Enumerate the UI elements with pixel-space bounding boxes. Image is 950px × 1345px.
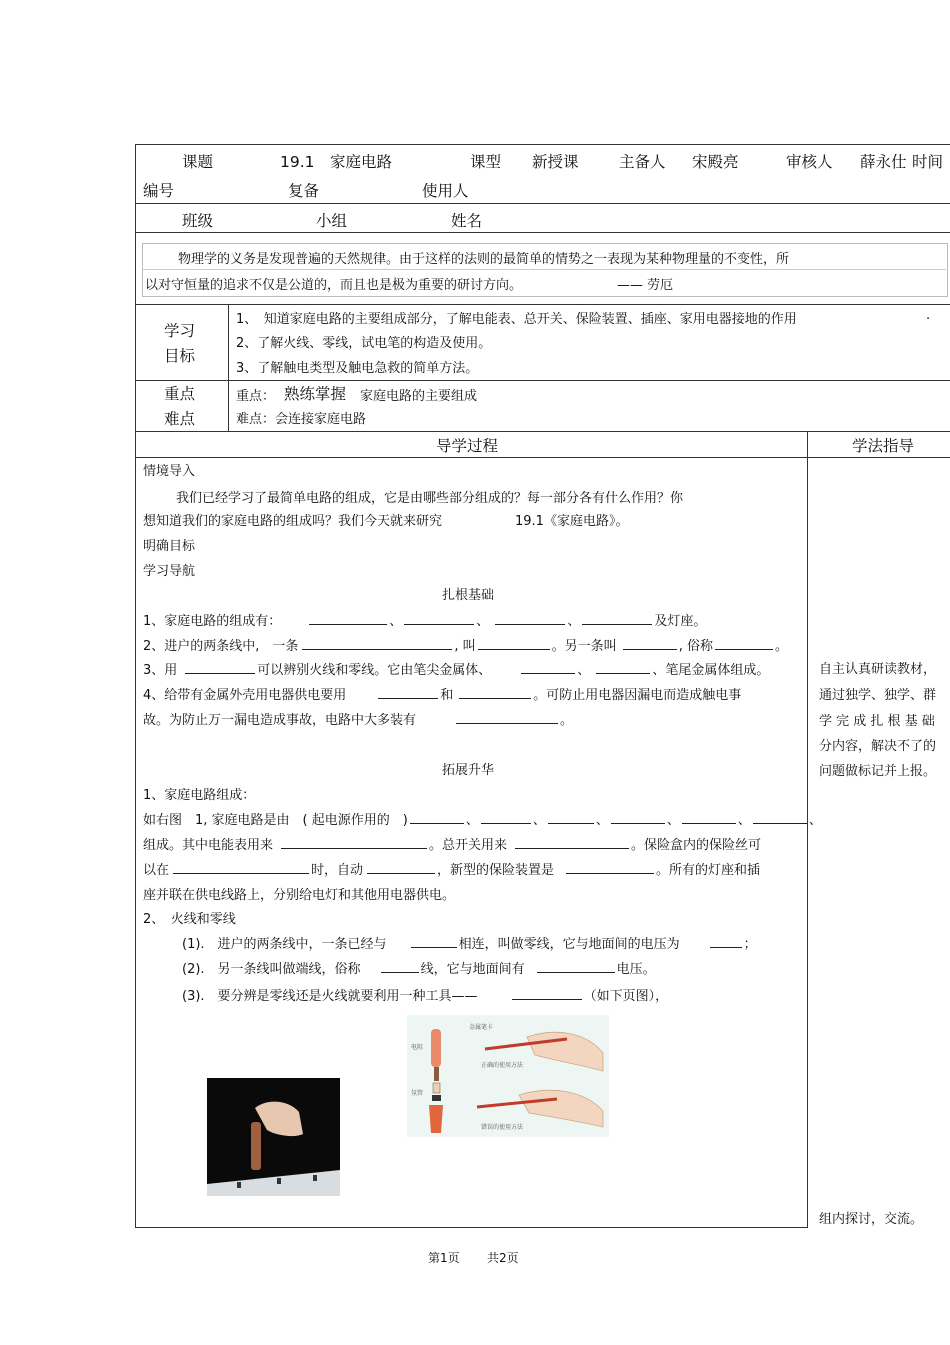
difficulty: 难点：会连接家庭电路: [236, 412, 367, 427]
separator: 、: [476, 614, 490, 629]
topic-value: 19.1 家庭电路: [280, 153, 393, 171]
basic-q3-text: 3、用: [143, 663, 178, 678]
test-pen-diagram: [407, 1015, 609, 1137]
separator: 、: [389, 614, 403, 629]
blank[interactable]: [521, 659, 575, 674]
ext-q1-text: 时，自动: [311, 863, 364, 878]
fig-side-neon: 氖管: [411, 1090, 424, 1097]
socket-plate-icon: [207, 1170, 340, 1196]
basic-q3-text: 、: [577, 663, 591, 678]
label-column-divider: [228, 304, 229, 431]
socket-hole-icon: [277, 1178, 281, 1184]
socket-test-photo-svg: [207, 1078, 340, 1196]
basic-q1: [143, 610, 706, 629]
blank[interactable]: [404, 610, 474, 625]
ext-q1-title: 1、家庭电路组成：: [143, 788, 256, 803]
guide-line-1: 自主认真研读教材，: [819, 662, 937, 677]
guide-line-5: 问题做标记并上报。: [819, 764, 937, 779]
ext-q1-text: 如右图 1, 家庭电路是由 ( 起电源作用的 ): [143, 813, 408, 828]
blank[interactable]: [582, 610, 652, 625]
topic-label: 课题: [182, 153, 214, 171]
intro-title: 情境导入: [143, 464, 196, 479]
separator: 、: [595, 813, 609, 828]
basic-q3-text: 可以辨别火线和零线。它由笔尖金属体、: [257, 663, 492, 678]
row-divider-class: [135, 232, 950, 233]
pen-cap-icon: [429, 1105, 443, 1133]
basic-q2-text: 2、进户的两条线中, 一条: [143, 639, 299, 654]
quote-author: —— 劳厄: [617, 278, 674, 293]
neon-tube-icon: [433, 1083, 440, 1093]
quote-line-1: 物理学的义务是发现普遍的天然规律。由于这样的法则的最简单的情势之一表现为某种物理量的不变性，所: [178, 252, 790, 267]
blank[interactable]: [537, 958, 615, 973]
objective-item-2: 2、了解火线、零线，试电笔的构造及使用。: [236, 336, 492, 351]
basic-q2-text: , 叫: [454, 639, 476, 654]
basic-q4-text: 。可防止用电器因漏电而造成触电事: [533, 688, 742, 703]
ext-q1-line-c: [143, 859, 760, 878]
keypoints-label-1: 重点: [164, 385, 196, 403]
objectives-label-2: 目标: [164, 347, 196, 365]
blank[interactable]: [411, 933, 457, 948]
blank[interactable]: [495, 610, 565, 625]
keypoints-label-2: 难点: [164, 410, 196, 428]
blank[interactable]: [515, 834, 629, 849]
blank[interactable]: [309, 610, 387, 625]
key-rest: 家庭电路的主要组成: [360, 389, 478, 404]
basic-q4-text: 和: [440, 688, 454, 703]
table-left-border: [135, 144, 136, 1228]
blank[interactable]: [548, 809, 594, 824]
blank[interactable]: [456, 709, 558, 724]
ext-q1-text: 。总开关用来: [429, 838, 508, 853]
ext-q1-text: ，新型的保险装置是: [437, 863, 555, 878]
basic-q4-cont: [143, 709, 573, 728]
separator: 、: [567, 614, 581, 629]
type-value: 新授课: [532, 153, 579, 171]
number-label: 编号: [143, 182, 175, 200]
guide-line-3: 学 完 成 扎 根 基 础: [819, 714, 935, 729]
ext-q2-text: (1). 进户的两条线中，一条已经与: [182, 937, 387, 952]
objective-item-1: 1、 知道家庭电路的主要组成部分，了解电能表、总开关、保险装置、插座、家用电器接地的作用: [236, 312, 797, 327]
basic-q2-text: 。: [774, 639, 788, 654]
fig-label-wrong: 错误的使用方法: [481, 1124, 524, 1131]
objective-item-1-end: .: [926, 308, 931, 323]
basic-q3-text: 、笔尾金属体组成。: [652, 663, 770, 678]
row-divider-keypoints: [135, 431, 950, 432]
page-total: 共2页: [487, 1251, 519, 1265]
repeat-label: 复备: [288, 182, 320, 200]
intro-paragraph-2: 想知道我们的家庭电路的组成吗？我们今天就来研究: [143, 514, 443, 529]
row-divider-header: [135, 203, 950, 204]
blank[interactable]: [611, 809, 665, 824]
guide-line-2: 通过独学、独学、群: [819, 688, 937, 703]
basic-q1-end: 及灯座。: [654, 614, 707, 629]
key-prefix: 重点：: [236, 389, 276, 404]
blank[interactable]: [459, 684, 531, 699]
row-divider-objectives: [135, 380, 950, 381]
preparer-value: 宋殿亮: [692, 153, 739, 171]
user-label: 使用人: [422, 182, 469, 200]
socket-test-photo: [207, 1078, 340, 1196]
pen-body-icon: [431, 1029, 441, 1067]
blank[interactable]: [185, 659, 255, 674]
separator: 、: [737, 813, 751, 828]
blank[interactable]: [173, 859, 309, 874]
ext-q2-title: 2、 火线和零线: [143, 912, 236, 927]
test-pen-icon: [251, 1122, 261, 1170]
blank[interactable]: [378, 684, 438, 699]
reviewer-label: 审核人: [786, 153, 833, 171]
class-label: 班级: [182, 212, 214, 230]
ext-q2-text: ；: [743, 937, 757, 952]
socket-hole-icon: [237, 1182, 241, 1188]
ext-q1-text: 组成。其中电能表用来: [143, 838, 274, 853]
group-label: 小组: [316, 212, 348, 230]
basic-q4-text: 4、给带有金属外壳用电器供电要用: [143, 688, 347, 703]
basic-section-title: 扎根基础: [442, 588, 495, 603]
name-label: 姓名: [451, 212, 483, 230]
ext-q2-text: (2). 另一条线叫做端线，俗称: [182, 962, 361, 977]
basic-q4-text: 。: [560, 713, 574, 728]
blank[interactable]: [682, 809, 736, 824]
ext-q1-text: 。保险盒内的保险丝可: [631, 838, 762, 853]
hand-wrong-icon: [519, 1090, 603, 1127]
guide-line-4: 分内容，解决不了的: [819, 739, 937, 754]
separator: 、: [465, 813, 479, 828]
ext-q2-text: 相连，叫做零线，它与地面间的电压为: [458, 937, 680, 952]
separator: 、: [532, 813, 546, 828]
objective-item-3: 3、了解触电类型及触电急救的简单方法。: [236, 361, 479, 376]
preparer-label: 主备人: [619, 153, 666, 171]
ext-q2-text: （如下页图），: [583, 989, 669, 1004]
ext-q1-line-a: [143, 809, 822, 828]
type-label: 课型: [470, 153, 502, 171]
blank[interactable]: [566, 859, 654, 874]
blank[interactable]: [481, 809, 531, 824]
basic-q4-text: 故。为防止万一漏电造成事故，电路中大多装有: [143, 713, 417, 728]
ext-q2-text: (3). 要分辨是零线还是火线就要利用一种工具——: [182, 989, 478, 1004]
extension-section-title: 拓展升华: [442, 763, 495, 778]
row-divider-columns: [135, 457, 950, 458]
reviewer-value: 薛永仕: [860, 153, 907, 171]
basic-q3: [143, 659, 769, 678]
objectives-label-1: 学习: [164, 322, 196, 340]
fig-label-correct: 正确的使用方法: [481, 1062, 524, 1069]
blank[interactable]: [478, 635, 550, 650]
ext-q2-text: 线，它与地面间有: [420, 962, 525, 977]
ext-q1-text: 以在: [143, 863, 170, 878]
socket-hole-icon: [313, 1175, 317, 1181]
ext-q2-item-3: [182, 985, 668, 1004]
row-divider-quote: [135, 304, 950, 305]
separator: 、: [666, 813, 680, 828]
blank[interactable]: [623, 635, 677, 650]
blank[interactable]: [596, 659, 650, 674]
quote-line-2: 以对守恒量的追求不仅是公道的，而且也是极为重要的研讨方向。: [145, 278, 523, 293]
basic-q4: [143, 684, 741, 703]
ext-q2-text: 电压。: [616, 962, 656, 977]
basic-q1-text: 1、家庭电路的组成有：: [143, 614, 282, 629]
blank[interactable]: [381, 958, 419, 973]
fig-side-resistor: 电阻: [411, 1044, 424, 1051]
ext-q1-text: 。所有的灯座和插: [656, 863, 761, 878]
blank[interactable]: [302, 635, 452, 650]
quote-inner-divider: [142, 269, 946, 270]
spring-icon: [432, 1095, 441, 1101]
ext-q2-item-2: [182, 958, 656, 977]
fig-label-cap: 金属笔卡: [469, 1024, 494, 1031]
blank[interactable]: [281, 834, 427, 849]
ext-q2-item-1: [182, 933, 757, 952]
page-number: 第1页: [428, 1251, 460, 1265]
goal-title: 明确目标: [143, 539, 196, 554]
basic-q2-text: 。另一条叫: [551, 639, 617, 654]
intro-paragraph-1: 我们已经学习了最简单电路的组成，它是由哪些部分组成的？每一部分各有什么作用？你: [176, 491, 684, 506]
time-label: 时间: [912, 153, 944, 171]
blank[interactable]: [410, 809, 464, 824]
blank[interactable]: [367, 859, 435, 874]
blank[interactable]: [512, 985, 582, 1000]
blank[interactable]: [710, 933, 742, 948]
ext-q1-line-d: 座并联在供电线路上，分别给电灯和其他用电器供电。: [143, 888, 456, 903]
guide-line-6: 组内探讨，交流。: [819, 1212, 924, 1227]
blank[interactable]: [753, 809, 807, 824]
hand-icon: [255, 1102, 303, 1136]
intro-reference: 19.1《家庭电路》。: [515, 514, 629, 529]
nav-title: 学习导航: [143, 564, 196, 579]
basic-q2-text: , 俗称: [678, 639, 713, 654]
table-top-border: [135, 144, 950, 145]
resistor-icon: [434, 1067, 439, 1081]
guide-column-divider: [807, 431, 808, 1228]
ext-q1-line-b: [143, 834, 761, 853]
process-column-title: 导学过程: [436, 437, 499, 455]
basic-q2: [143, 635, 788, 654]
test-pen-diagram-svg: [407, 1015, 609, 1137]
table-bottom-border: [135, 1227, 808, 1228]
key-emphasis: 熟练掌握: [284, 385, 347, 403]
guide-column-title: 学法指导: [852, 437, 915, 455]
blank[interactable]: [715, 635, 773, 650]
separator: 、: [808, 813, 822, 828]
